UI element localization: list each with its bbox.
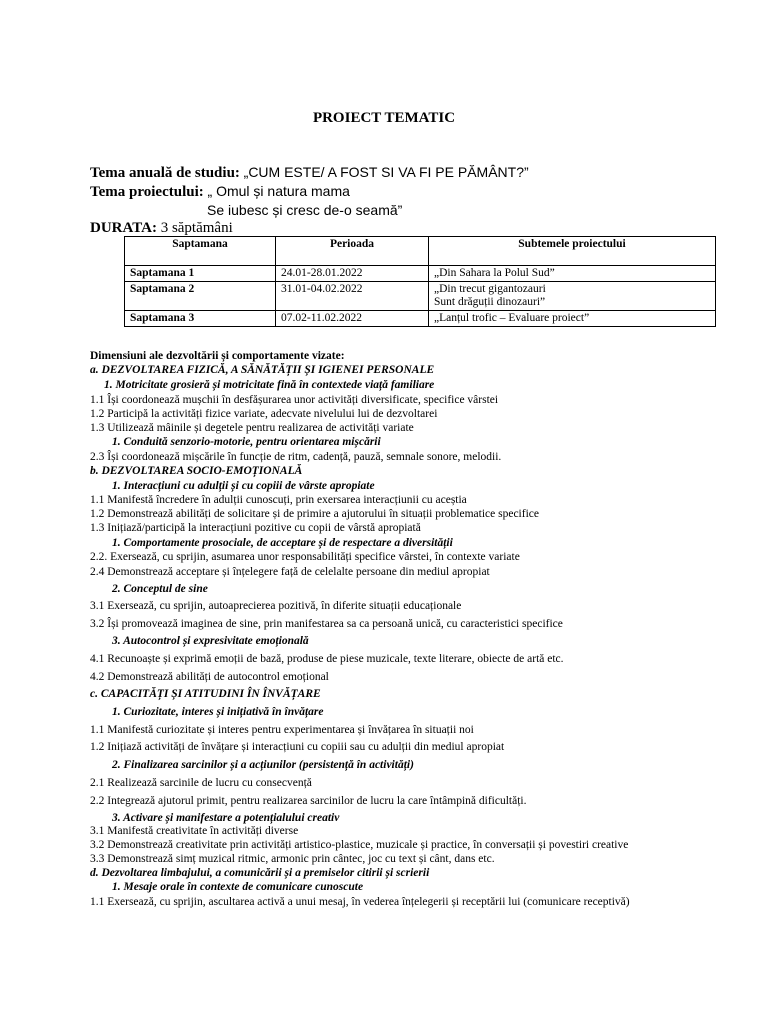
subdomain-heading: 1. Curiozitate, interes și inițiativă în învățare	[112, 706, 324, 718]
period-cell: 07.02-11.02.2022	[276, 311, 429, 327]
schedule-table	[124, 236, 716, 327]
behavior-item: 2.2. Exersează, cu sprijin, asumarea unor responsabilități specifice vârstei, în contexte variate	[90, 551, 520, 563]
subdomain-heading: 1. Interacțiuni cu adulții și cu copiii de vârste apropiate	[112, 480, 375, 492]
project-theme-line	[90, 183, 350, 201]
domain-heading: d. Dezvoltarea limbajului, a comunicării și a premiselor citirii și scrierii	[90, 867, 430, 879]
week-cell: Saptamana 1	[125, 266, 276, 282]
duration-label: DURATA:	[90, 220, 157, 236]
subtheme-cell	[429, 266, 716, 282]
week-cell: Saptamana 2	[125, 282, 276, 311]
project-theme-label: Tema proiectului:	[90, 184, 204, 200]
behavior-item: 1.2 Inițiază activități de învățare și interacțiuni cu copiii sau cu adulții din mediul apropiat	[90, 741, 505, 753]
behavior-item: 1.2 Participă la activități fizice variate, adecvate nivelului lui de dezvoltarei	[90, 408, 438, 420]
subdomain-heading: 2. Finalizarea sarcinilor și a acțiunilor (persistență în activități)	[112, 759, 414, 771]
behavior-item: 1.1 Manifestă încredere în adulții cunoscuți, prin exersarea interacțiunii cu aceștia	[90, 494, 467, 506]
subtheme-text: „Din Sahara la Polul Sud”	[434, 267, 555, 279]
project-theme-value-2: Se iubesc și cresc de-o seamă”	[207, 202, 403, 218]
subtheme-text-continued: Sunt drăguții dinozauri”	[434, 296, 546, 308]
week-cell: Saptamana 3	[125, 311, 276, 327]
subdomain-heading: 1. Mesaje orale în contexte de comunicare cunoscute	[112, 881, 364, 893]
document-title: PROIECT TEMATIC	[312, 110, 456, 126]
subtheme-text: „Lanțul trofic – Evaluare proiect”	[434, 312, 590, 324]
behavior-item: 3.1 Manifestă creativitate în activități diverse	[90, 825, 299, 837]
schedule-row	[125, 311, 716, 327]
subtheme-cell	[429, 311, 716, 327]
domain-heading: c. CAPACITĂȚI ȘI ATITUDINI ÎN ÎNVĂȚARE	[90, 688, 321, 700]
annual-theme-value: „CUM ESTE/ A FOST SI VA FI PE PĂMÂNT?”	[243, 164, 529, 180]
behavior-item: 2.1 Realizează sarcinile de lucru cu consecvență	[90, 777, 312, 789]
project-theme-value-1: „ Omul și natura mama	[207, 183, 350, 199]
behavior-item: 1.1 Exersează, cu sprijin, ascultarea activă a unui mesaj, în vederea înțelegerii și receptării lui (comunicare receptivă)	[90, 896, 630, 908]
behavior-item: 3.1 Exersează, cu sprijin, autoaprecierea pozitivă, în diferite situații educaționale	[90, 600, 462, 612]
behavior-item: 3.2 Își promovează imaginea de sine, prin manifestarea sa ca persoană unică, cu caracteristici specifice	[90, 618, 563, 630]
behavior-item: 2.3 Își coordonează mișcările în funcție de ritm, cadență, pauză, semnale sonore, melodii.	[90, 451, 502, 463]
header-period: Perioada	[276, 237, 429, 266]
behavior-item: 4.1 Recunoaște și exprimă emoții de bază, produse de piese muzicale, texte literare, obiecte de artă etc.	[90, 653, 564, 665]
schedule-row	[125, 282, 716, 311]
duration-line	[90, 220, 233, 237]
behavior-item: 3.2 Demonstrează creativitate prin activități artistico-plastice, muzicale și practice, în conversații și povestiri creative	[90, 839, 629, 851]
header-subtheme: Subtemele proiectului	[429, 237, 716, 266]
dimensions-heading: Dimensiuni ale dezvoltării și comportamente vizate:	[90, 350, 345, 362]
subdomain-heading: 3. Autocontrol și expresivitate emoțională	[112, 635, 309, 647]
domain-heading: a. DEZVOLTAREA FIZICĂ, A SĂNĂTĂȚII ȘI IGIENEI PERSONALE	[90, 364, 435, 376]
subdomain-heading: 1. Conduită senzorio-motorie, pentru orientarea mișcării	[112, 436, 381, 448]
annual-theme-label: Tema anuală de studiu:	[90, 165, 240, 181]
subtheme-text: „Din trecut gigantozauri	[434, 283, 546, 295]
subtheme-cell	[429, 282, 716, 311]
period-cell: 31.01-04.02.2022	[276, 282, 429, 311]
header-week: Saptamana	[125, 237, 276, 266]
domain-heading: b. DEZVOLTAREA SOCIO-EMOȚIONALĂ	[90, 465, 303, 477]
schedule-header-row	[125, 237, 716, 266]
behavior-item: 2.4 Demonstrează acceptare și înțelegere față de celelalte persoane din mediul apropiat	[90, 566, 490, 578]
behavior-item: 2.2 Integrează ajutorul primit, pentru realizarea sarcinilor de lucru la care întâmpină dificultăți.	[90, 795, 527, 807]
duration-value: 3 săptămâni	[160, 220, 233, 236]
subdomain-heading: 1. Motricitate grosieră și motricitate fină în contextede viață familiare	[104, 379, 435, 391]
behavior-item: 1.3 Utilizează mâinile și degetele pentru realizarea de activități variate	[90, 422, 414, 434]
behavior-item: 4.2 Demonstrează abilități de autocontrol emoțional	[90, 671, 329, 683]
subdomain-heading: 2. Conceptul de sine	[112, 583, 208, 595]
subdomain-heading: 3. Activare și manifestare a potențialului creativ	[112, 812, 340, 824]
period-cell: 24.01-28.01.2022	[276, 266, 429, 282]
behavior-item: 1.1 Manifestă curiozitate și interes pentru experimentarea și învățarea în situații noi	[90, 724, 474, 736]
subdomain-heading: 1. Comportamente prosociale, de acceptare și de respectare a diversității	[112, 537, 453, 549]
annual-theme-line	[90, 164, 529, 182]
schedule-row	[125, 266, 716, 282]
behavior-item: 3.3 Demonstrează simț muzical ritmic, armonic prin cântec, joc cu text și cânt, dans etc.	[90, 853, 495, 865]
behavior-item: 1.2 Demonstrează abilități de solicitare și de primire a ajutorului în situații problematice specifice	[90, 508, 539, 520]
behavior-item: 1.1 Își coordonează mușchii în desfășurarea unor activități diversificate, specifice vârstei	[90, 394, 499, 406]
behavior-item: 1.3 Inițiază/participă la interacțiuni pozitive cu copii de vârstă apropiată	[90, 522, 421, 534]
